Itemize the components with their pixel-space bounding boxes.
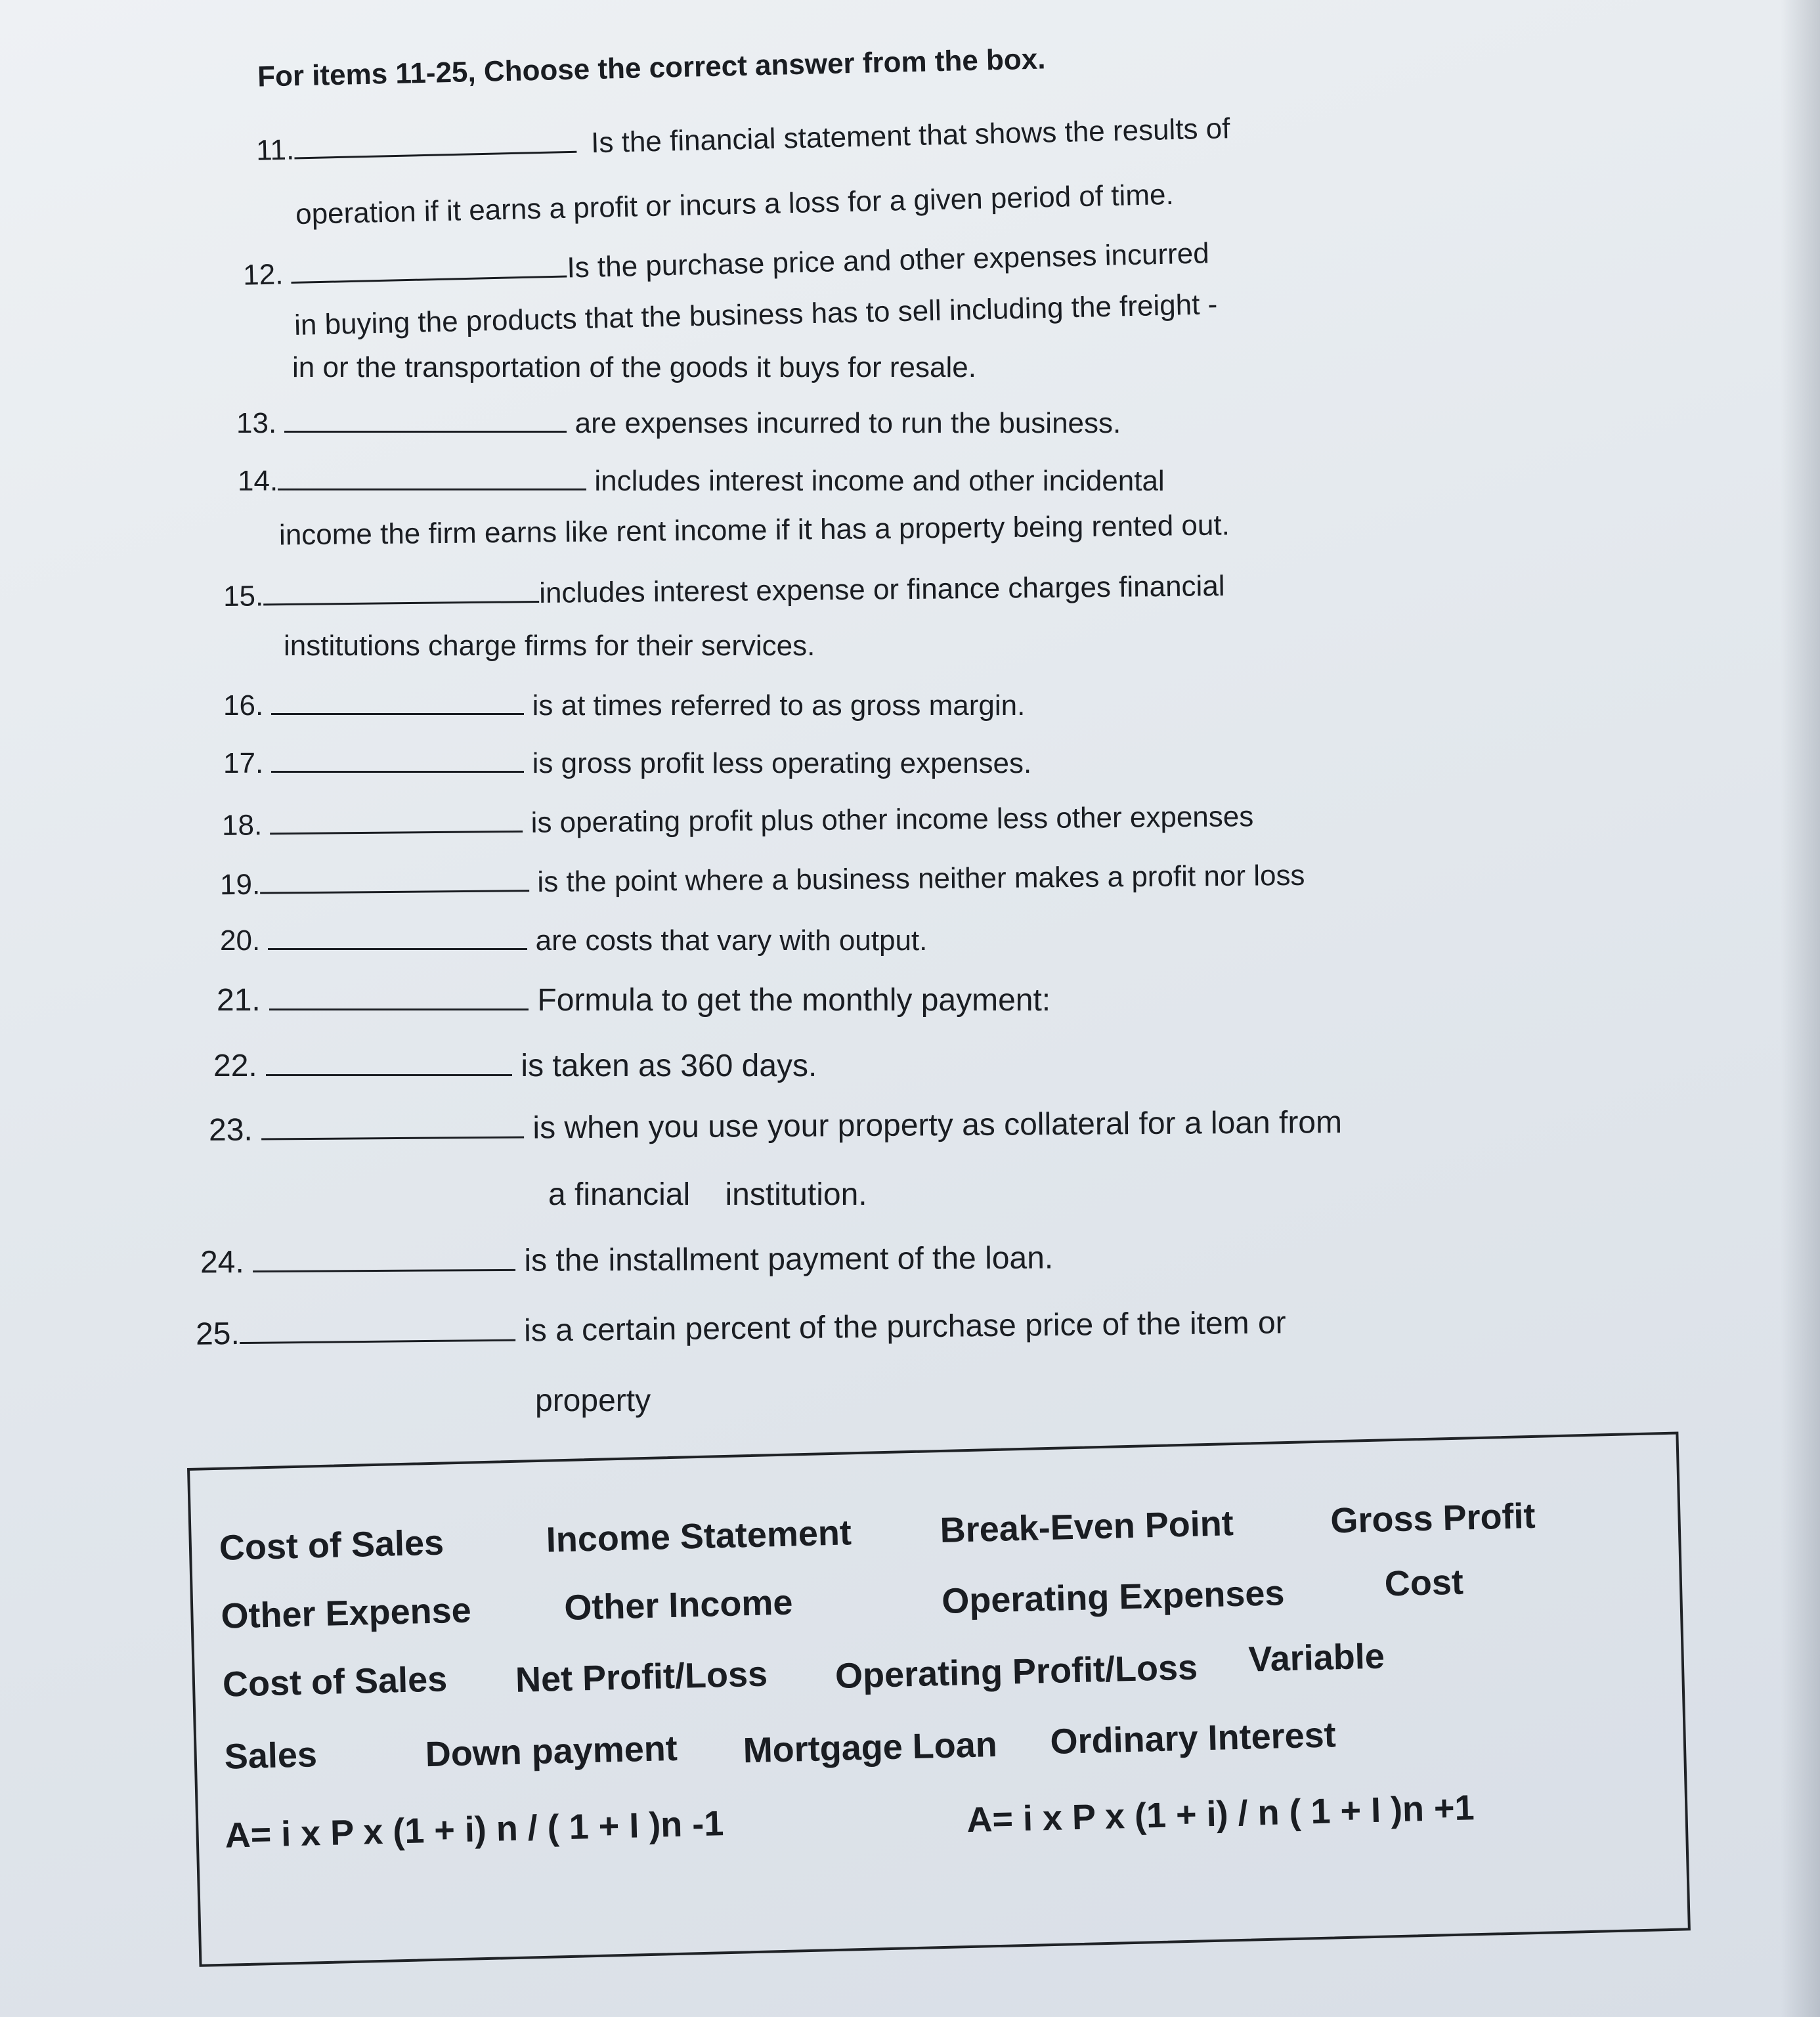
- item-text: is operating profit plus other income less other expenses: [531, 800, 1254, 839]
- item-14: [238, 465, 1165, 496]
- answer-blank[interactable]: [271, 747, 524, 773]
- term-break-even-point: Break-Even Point: [939, 1504, 1234, 1551]
- term-cost-of-sales: Cost of Sales: [219, 1523, 444, 1568]
- item-text: is a certain percent of the purchase price of the item or: [523, 1305, 1286, 1349]
- answer-blank[interactable]: [271, 689, 524, 715]
- answer-blank[interactable]: [260, 866, 529, 894]
- answer-blank[interactable]: [266, 1051, 512, 1076]
- item-number: 12.: [242, 258, 284, 292]
- item-15: [223, 570, 1225, 611]
- item-11-continuation: operation if it earns a profit or incurs a loss for a given period of time.: [295, 178, 1175, 231]
- answer-blank[interactable]: [261, 1113, 524, 1140]
- item-number: 11.: [255, 133, 295, 167]
- answer-blank[interactable]: [268, 924, 527, 950]
- item-17: [223, 747, 1031, 778]
- item-text: Formula to get the monthly payment:: [537, 983, 1051, 1018]
- item-number: 25.: [195, 1316, 240, 1352]
- item-text: is the installment payment of the loan.: [524, 1240, 1054, 1278]
- term-ordinary-interest: Ordinary Interest: [1049, 1715, 1337, 1762]
- item-21: [217, 985, 1051, 1016]
- paper-shadow: [1781, 0, 1820, 2017]
- item-text: are expenses incurred to run the business.: [574, 407, 1121, 439]
- item-number: 19.: [219, 868, 261, 901]
- item-number: 17.: [223, 747, 264, 779]
- item-14-continuation: income the firm earns like rent income if it has a property being rented out.: [278, 509, 1230, 552]
- item-22: [213, 1051, 817, 1082]
- term-net-profit-loss: Net Profit/Loss: [515, 1654, 768, 1700]
- item-text: includes interest income and other incidental: [594, 465, 1165, 497]
- item-text: are costs that vary with output.: [535, 924, 928, 957]
- item-number: 15.: [223, 580, 264, 613]
- item-19: [220, 859, 1305, 900]
- term-other-expense: Other Expense: [220, 1590, 472, 1636]
- item-11: [256, 112, 1230, 165]
- term-operating-expenses: Operating Expenses: [941, 1573, 1286, 1621]
- item-16: [223, 689, 1025, 720]
- formula-1: A= i x P x (1 + i) n / ( 1 + I )n -1: [224, 1804, 724, 1855]
- item-text: Is the purchase price and other expenses incurred: [566, 237, 1210, 284]
- item-23: [208, 1104, 1343, 1148]
- instructions-heading: For items 11-25, Choose the correct answer from the box.: [257, 43, 1046, 93]
- item-12: [243, 237, 1209, 290]
- term-operating-profit-loss: Operating Profit/Loss: [834, 1647, 1198, 1696]
- item-15-continuation: institutions charge firms for their services.: [284, 630, 815, 662]
- item-13: [236, 407, 1121, 438]
- item-text: is gross profit less operating expenses.: [532, 747, 1032, 779]
- answer-blank[interactable]: [294, 127, 577, 160]
- answer-blank[interactable]: [253, 1246, 515, 1272]
- term-other-income: Other Income: [563, 1582, 794, 1628]
- item-number: 18.: [221, 809, 263, 842]
- answer-blank[interactable]: [291, 252, 567, 284]
- term-sales: Sales: [224, 1735, 318, 1777]
- term-income-statement: Income Statement: [546, 1513, 852, 1560]
- answer-blank[interactable]: [269, 985, 529, 1010]
- term-cost: Cost: [1384, 1562, 1464, 1604]
- item-20: [220, 924, 927, 955]
- term-down-payment: Down payment: [425, 1728, 678, 1775]
- item-number: 13.: [236, 407, 277, 439]
- item-number: 20.: [220, 924, 261, 957]
- item-number: 16.: [223, 689, 264, 722]
- item-24: [200, 1240, 1054, 1280]
- answer-blank[interactable]: [270, 807, 523, 835]
- answer-blank[interactable]: [240, 1316, 515, 1344]
- answer-blank[interactable]: [284, 407, 567, 433]
- term-variable: Variable: [1247, 1636, 1385, 1680]
- item-23-continuation: a financial institution.: [548, 1177, 867, 1212]
- formula-2: A= i x P x (1 + i) / n ( 1 + I )n +1: [966, 1788, 1475, 1840]
- item-text: is when you use your property as collateral for a loan from: [532, 1104, 1343, 1146]
- item-12-continuation-1: in buying the products that the business has to sell including the freight -: [293, 288, 1218, 341]
- item-text: is taken as 360 days.: [521, 1049, 817, 1083]
- item-12-continuation-2: in or the transportation of the goods it buys for resale.: [292, 351, 976, 383]
- item-text: includes interest expense or finance charges financial: [538, 570, 1225, 609]
- item-text: Is the financial statement that shows the results of: [590, 112, 1230, 160]
- term-mortgage-loan: Mortgage Loan: [743, 1724, 998, 1771]
- item-text: is at times referred to as gross margin.: [532, 689, 1026, 722]
- item-text: is the point where a business neither makes a profit nor loss: [537, 859, 1305, 898]
- item-25-continuation: property: [535, 1383, 651, 1418]
- item-number: 23.: [208, 1112, 253, 1148]
- item-18: [222, 800, 1254, 840]
- item-number: 14.: [238, 465, 278, 497]
- answer-blank[interactable]: [278, 465, 586, 490]
- answer-box: [187, 1431, 1691, 1966]
- term-cost-of-sales-2: Cost of Sales: [222, 1659, 448, 1704]
- item-25: [196, 1307, 1286, 1350]
- item-number: 24.: [200, 1245, 244, 1280]
- item-number: 21.: [217, 983, 261, 1018]
- item-number: 22.: [213, 1049, 257, 1083]
- answer-blank[interactable]: [263, 577, 539, 605]
- term-gross-profit: Gross Profit: [1330, 1496, 1536, 1541]
